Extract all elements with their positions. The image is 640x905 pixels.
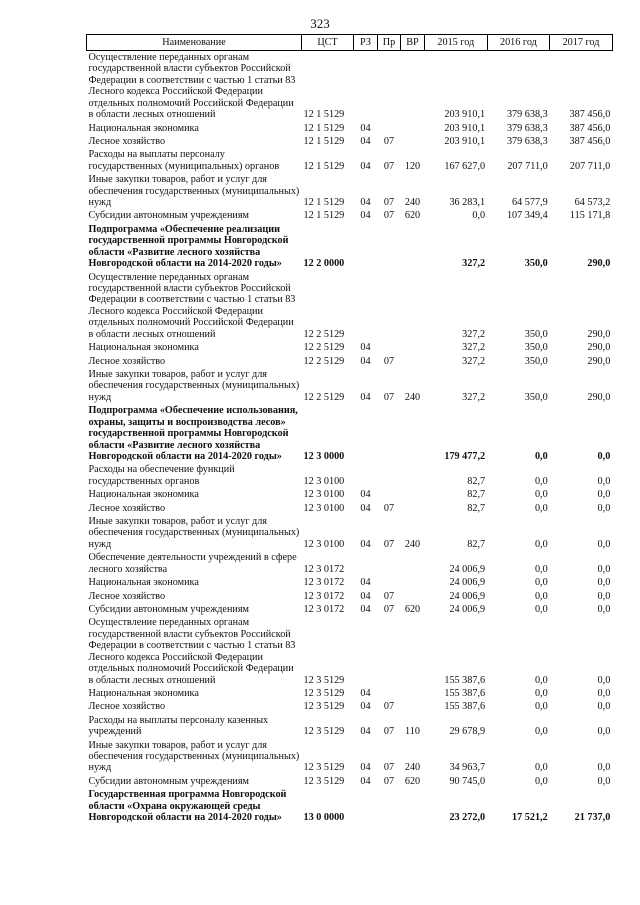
cell-name: Расходы на выплаты персоналу казенных учреждений	[88, 714, 269, 738]
cell-vr: 240	[404, 762, 421, 774]
cell-vr	[401, 223, 425, 271]
cell-y2015: 203 910,1	[444, 109, 486, 121]
cell-y2015: 36 283,1	[449, 197, 486, 209]
cell-vr	[401, 616, 425, 687]
cell-rz	[354, 223, 378, 271]
cell-name: Лесное хозяйство	[88, 135, 166, 147]
cell-y2016: 350,0	[524, 342, 548, 354]
cell-rz	[354, 51, 378, 122]
cell-y2016: 0,0	[534, 726, 548, 738]
cell-y2016: 64 577,9	[512, 197, 548, 209]
cell-rz	[354, 271, 378, 342]
cell-y2016: 379 638,3	[506, 135, 548, 147]
table-row	[87, 590, 613, 603]
cell-y2015: 24 006,9	[449, 590, 486, 602]
cell-cst: 12 3 0100	[303, 502, 345, 514]
header-2017: 2017 год	[550, 35, 613, 51]
table-row	[87, 148, 613, 173]
cell-y2017: 0,0	[597, 775, 611, 787]
table-row	[87, 271, 613, 342]
cell-name: Иные закупки товаров, работ и услуг для обеспечения государственных (муниципальных) нужд	[88, 368, 300, 403]
cell-cst: 12 3 5129	[303, 762, 345, 774]
cell-y2017: 0,0	[597, 603, 611, 615]
table-row	[87, 223, 613, 271]
cell-cst: 12 3 5129	[303, 775, 345, 787]
header-2016: 2016 год	[487, 35, 550, 51]
cell-y2015: 90 745,0	[449, 775, 486, 787]
cell-pr: 07	[383, 355, 395, 367]
table-row	[87, 687, 613, 700]
cell-pr	[378, 687, 401, 700]
cell-y2017: 0,0	[597, 687, 611, 699]
cell-rz: 04	[360, 775, 371, 787]
cell-rz	[354, 616, 378, 687]
cell-vr	[401, 502, 425, 515]
cell-rz: 04	[360, 355, 371, 367]
table-row	[87, 576, 613, 589]
cell-y2017: 64 573,2	[574, 197, 611, 209]
table-row	[87, 739, 613, 775]
cell-vr: 240	[404, 391, 421, 403]
cell-name: Лесное хозяйство	[88, 590, 166, 602]
cell-y2016: 17 521,2	[512, 812, 548, 824]
cell-y2017: 115 171,8	[569, 210, 611, 222]
cell-y2016: 0,0	[534, 489, 548, 501]
cell-rz: 04	[360, 590, 371, 602]
cell-y2017: 290,0	[587, 258, 611, 270]
cell-name: Иные закупки товаров, работ и услуг для обеспечения государственных (муниципальных) нужд	[88, 516, 300, 550]
cell-vr	[401, 576, 425, 589]
cell-vr: 620	[404, 775, 421, 787]
cell-cst: 12 3 5129	[303, 726, 345, 738]
cell-y2015: 155 387,6	[444, 674, 486, 686]
cell-y2016: 0,0	[534, 674, 548, 686]
cell-y2015: 82,7	[467, 489, 486, 501]
cell-vr	[401, 687, 425, 700]
cell-name: Подпрограмма «Обеспечение реализации государственной программы Новгородской области «Развитие лесного хозяйства Новгородской области на 2014-2020 годы»	[88, 223, 289, 270]
cell-y2015: 0,0	[472, 210, 486, 222]
cell-rz: 04	[360, 603, 371, 615]
cell-cst: 12 3 0000	[303, 450, 345, 462]
cell-pr	[378, 223, 401, 271]
cell-pr: 07	[383, 775, 395, 787]
cell-vr: 120	[404, 160, 421, 172]
cell-rz: 04	[360, 122, 371, 134]
cell-cst: 12 1 5129	[303, 135, 345, 147]
table-row	[87, 603, 613, 616]
cell-vr	[401, 590, 425, 603]
cell-pr: 07	[383, 391, 395, 403]
cell-name: Субсидии автономным учреждениям	[88, 603, 249, 615]
cell-pr: 07	[383, 160, 395, 172]
page-number: 323	[310, 16, 330, 31]
cell-y2016: 107 349,4	[506, 210, 548, 222]
cell-name: Обеспечение деятельности учреждений в сфере лесного хозяйства	[88, 552, 297, 575]
cell-pr	[378, 122, 401, 135]
cell-y2016: 350,0	[524, 258, 548, 270]
cell-y2015: 327,2	[462, 258, 486, 270]
cell-vr	[401, 788, 425, 824]
cell-rz: 04	[360, 342, 371, 354]
cell-rz	[354, 788, 378, 824]
table-row	[87, 463, 613, 488]
cell-y2016: 0,0	[534, 590, 548, 602]
cell-y2015: 82,7	[467, 475, 486, 487]
table-row	[87, 488, 613, 501]
table-row	[87, 122, 613, 135]
cell-y2017: 0,0	[597, 538, 611, 550]
cell-y2015: 179 477,2	[444, 450, 486, 462]
cell-pr: 07	[383, 538, 395, 550]
cell-rz: 04	[360, 762, 371, 774]
cell-pr: 07	[383, 502, 395, 514]
cell-y2015: 327,2	[462, 342, 486, 354]
cell-y2016: 0,0	[534, 563, 548, 575]
cell-pr: 07	[383, 210, 395, 222]
cell-cst: 12 3 0100	[303, 489, 345, 501]
cell-vr	[401, 135, 425, 148]
cell-vr	[401, 700, 425, 713]
cell-cst: 12 1 5129	[303, 122, 345, 134]
table-row	[87, 700, 613, 713]
cell-name: Национальная экономика	[88, 577, 199, 589]
table-row	[87, 209, 613, 222]
header-2015: 2015 год	[425, 35, 488, 51]
cell-vr	[401, 341, 425, 354]
cell-vr: 620	[404, 210, 421, 222]
cell-pr: 07	[383, 590, 395, 602]
cell-y2016: 0,0	[534, 762, 548, 774]
cell-y2017: 0,0	[597, 674, 611, 686]
cell-y2015: 24 006,9	[449, 563, 486, 575]
cell-y2015: 82,7	[467, 502, 486, 514]
table-row	[87, 341, 613, 354]
cell-pr: 07	[383, 701, 395, 713]
cell-name: Государственная программа Новгородской области «Охрана окружающей среды Новгородской области на 2014-2020 годы»	[88, 789, 287, 824]
cell-cst: 12 2 5129	[303, 342, 345, 354]
cell-name: Подпрограмма «Обеспечение использования, охраны, защиты и воспроизводства лесов» государственной программы Новгородской области «Развитие лесного хозяйства Новгородской области на 2014-2020 годы»	[88, 405, 298, 462]
cell-name: Лесное хозяйство	[88, 701, 166, 713]
cell-cst: 12 3 0100	[303, 475, 345, 487]
cell-pr	[378, 788, 401, 824]
cell-y2017: 21 737,0	[574, 812, 611, 824]
table-row	[87, 788, 613, 824]
cell-cst: 12 3 5129	[303, 674, 345, 686]
cell-y2016: 350,0	[524, 391, 548, 403]
cell-pr	[378, 51, 401, 122]
cell-vr: 240	[404, 197, 421, 209]
cell-vr	[401, 463, 425, 488]
cell-rz: 04	[360, 210, 371, 222]
cell-y2017: 207 711,0	[569, 160, 611, 172]
header-cst: ЦСТ	[302, 35, 354, 51]
table-row	[87, 355, 613, 368]
cell-y2015: 82,7	[467, 538, 486, 550]
cell-pr	[378, 463, 401, 488]
cell-name: Осуществление переданных органам государственной власти субъектов Российской Федерации в соответствии с частью 1 статьи 83 Лесного кодекса Российской Федерации отдельных полномочий Российской Федерации в области лесных отношений	[88, 271, 296, 340]
cell-rz: 04	[360, 391, 371, 403]
cell-cst: 12 2 5129	[303, 328, 345, 340]
cell-vr	[401, 488, 425, 501]
cell-y2016: 207 711,0	[507, 160, 548, 172]
cell-y2016: 0,0	[534, 603, 548, 615]
cell-name: Национальная экономика	[88, 122, 199, 134]
table-row	[87, 502, 613, 515]
cell-cst: 12 1 5129	[303, 197, 345, 209]
table-row	[87, 404, 613, 463]
header-pr: Пр	[378, 35, 401, 51]
header-vr: ВР	[401, 35, 425, 51]
cell-name: Иные закупки товаров, работ и услуг для обеспечения государственных (муниципальных) нужд	[88, 174, 300, 209]
cell-name: Осуществление переданных органам государственной власти субъектов Российской Федерации в соответствии с частью 1 статьи 83 Лесного кодекса Российской Федерации отдельных полномочий Российской Федерации в области лесных отношений	[88, 617, 296, 686]
budget-table	[86, 34, 613, 825]
cell-y2017: 387 456,0	[569, 109, 611, 121]
cell-vr: 240	[404, 538, 421, 550]
cell-y2015: 203 910,1	[444, 135, 486, 147]
cell-y2017: 387 456,0	[569, 122, 611, 134]
cell-rz: 04	[360, 489, 371, 501]
table-header-row	[87, 35, 613, 51]
cell-pr	[378, 271, 401, 342]
cell-cst: 12 3 0100	[303, 538, 345, 550]
cell-y2017: 387 456,0	[569, 135, 611, 147]
cell-y2017: 290,0	[587, 355, 611, 367]
cell-pr	[378, 404, 401, 463]
cell-cst: 12 2 5129	[303, 391, 345, 403]
cell-name: Иные закупки товаров, работ и услуг для обеспечения государственных (муниципальных) нужд	[88, 739, 300, 774]
cell-vr	[401, 551, 425, 576]
cell-pr: 07	[383, 603, 395, 615]
cell-cst: 12 3 0172	[303, 603, 345, 615]
cell-name: Субсидии автономным учреждениям	[88, 775, 249, 787]
cell-name: Субсидии автономным учреждениям	[88, 210, 249, 222]
cell-vr	[401, 271, 425, 342]
cell-y2017: 0,0	[597, 450, 611, 462]
cell-pr	[378, 551, 401, 576]
cell-name: Расходы на выплаты персоналу государственных (муниципальных) органов	[88, 149, 280, 172]
cell-name: Осуществление переданных органам государственной власти субъектов Российской Федерации в соответствии с частью 1 статьи 83 Лесного кодекса Российской Федерации отдельных полномочий Российской Федерации в области лесных отношений	[88, 52, 296, 121]
cell-y2015: 327,2	[462, 355, 486, 367]
cell-y2016: 0,0	[534, 502, 548, 514]
cell-rz: 04	[360, 726, 371, 738]
cell-y2015: 203 910,1	[444, 122, 486, 134]
cell-cst: 12 3 5129	[303, 687, 345, 699]
cell-rz: 04	[360, 160, 371, 172]
cell-y2015: 23 272,0	[449, 812, 486, 824]
cell-y2017: 0,0	[597, 590, 611, 602]
cell-y2016: 0,0	[534, 475, 548, 487]
cell-pr	[378, 576, 401, 589]
cell-y2015: 155 387,6	[444, 687, 486, 699]
table-row	[87, 775, 613, 788]
cell-name: Лесное хозяйство	[88, 502, 166, 514]
cell-rz: 04	[360, 577, 371, 589]
cell-vr	[401, 51, 425, 122]
header-name: Наименование	[87, 35, 302, 51]
cell-y2015: 24 006,9	[449, 577, 486, 589]
cell-cst: 12 3 0172	[303, 563, 345, 575]
cell-vr	[401, 355, 425, 368]
cell-y2017: 290,0	[587, 328, 611, 340]
cell-pr: 07	[383, 762, 395, 774]
table-row	[87, 368, 613, 404]
cell-y2017: 0,0	[597, 701, 611, 713]
cell-y2017: 0,0	[597, 577, 611, 589]
cell-y2016: 0,0	[534, 450, 548, 462]
cell-cst: 12 3 0172	[303, 577, 345, 589]
cell-rz: 04	[360, 502, 371, 514]
cell-vr	[401, 404, 425, 463]
cell-cst: 12 1 5129	[303, 160, 345, 172]
cell-cst: 13 0 0000	[303, 812, 345, 824]
cell-pr	[378, 616, 401, 687]
cell-rz: 04	[360, 135, 371, 147]
table-row	[87, 515, 613, 551]
cell-vr: 110	[405, 726, 420, 738]
cell-cst: 12 1 5129	[303, 210, 345, 222]
cell-y2016: 0,0	[534, 775, 548, 787]
table-row	[87, 135, 613, 148]
cell-y2015: 327,2	[462, 328, 486, 340]
cell-cst: 12 3 0172	[303, 590, 345, 602]
cell-y2017: 0,0	[597, 762, 611, 774]
cell-y2016: 350,0	[524, 355, 548, 367]
table-row	[87, 551, 613, 576]
cell-y2016: 0,0	[534, 701, 548, 713]
cell-cst: 12 2 0000	[303, 258, 345, 270]
table-row	[87, 173, 613, 209]
table-row	[87, 616, 613, 687]
cell-y2017: 290,0	[587, 391, 611, 403]
cell-y2017: 0,0	[597, 726, 611, 738]
cell-y2015: 167 627,0	[444, 160, 486, 172]
cell-pr: 07	[383, 726, 395, 738]
cell-rz: 04	[360, 538, 371, 550]
header-rz: РЗ	[354, 35, 378, 51]
cell-rz	[354, 404, 378, 463]
cell-rz: 04	[360, 687, 371, 699]
cell-y2016: 379 638,3	[506, 109, 548, 121]
cell-y2015: 24 006,9	[449, 603, 486, 615]
cell-rz: 04	[360, 197, 371, 209]
cell-y2017: 0,0	[597, 489, 611, 501]
cell-y2015: 327,2	[462, 391, 486, 403]
cell-rz: 04	[360, 701, 371, 713]
cell-y2015: 29 678,9	[449, 726, 486, 738]
cell-vr: 620	[404, 603, 421, 615]
cell-y2016: 0,0	[534, 538, 548, 550]
cell-y2015: 34 963,7	[449, 762, 486, 774]
cell-y2016: 0,0	[534, 577, 548, 589]
cell-pr	[378, 488, 401, 501]
cell-pr: 07	[383, 135, 395, 147]
cell-name: Лесное хозяйство	[88, 355, 166, 367]
cell-y2017: 0,0	[597, 502, 611, 514]
cell-cst: 12 2 5129	[303, 355, 345, 367]
cell-name: Национальная экономика	[88, 687, 199, 699]
cell-rz	[354, 551, 378, 576]
cell-cst: 12 1 5129	[303, 109, 345, 121]
cell-y2015: 155 387,6	[444, 701, 486, 713]
cell-vr	[401, 122, 425, 135]
cell-y2016: 379 638,3	[506, 122, 548, 134]
cell-name: Национальная экономика	[88, 489, 199, 501]
cell-rz	[354, 463, 378, 488]
table-row	[87, 51, 613, 122]
cell-y2017: 0,0	[597, 563, 611, 575]
cell-name: Расходы на обеспечение функций государственных органов	[88, 464, 235, 487]
cell-pr: 07	[383, 197, 395, 209]
cell-y2016: 350,0	[524, 328, 548, 340]
cell-name: Национальная экономика	[88, 342, 199, 354]
cell-y2016: 0,0	[534, 687, 548, 699]
cell-pr	[378, 341, 401, 354]
table-row	[87, 714, 613, 739]
cell-y2017: 0,0	[597, 475, 611, 487]
cell-y2017: 290,0	[587, 342, 611, 354]
cell-cst: 12 3 5129	[303, 701, 345, 713]
